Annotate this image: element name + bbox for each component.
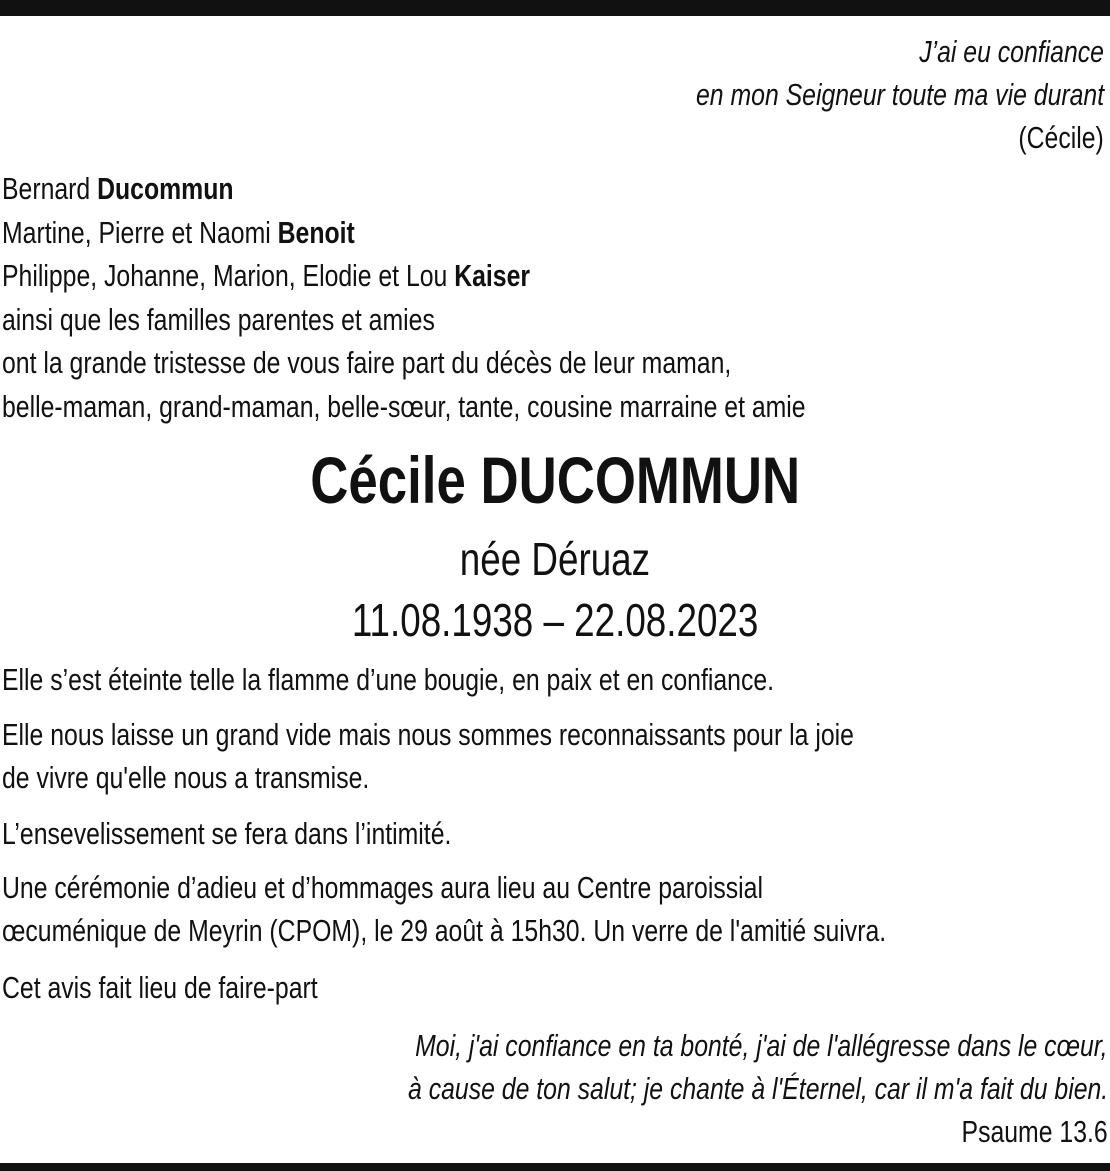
paragraph-passing-text: Elle s’est éteinte telle la flamme d’une bougie, en paix et en confiance. <box>2 662 775 697</box>
family-surname: Ducommun <box>97 171 234 206</box>
family-surname: Kaiser <box>454 258 531 293</box>
life-dates-block <box>0 590 1110 650</box>
family-given-names: Philippe, Johanne, Marion, Elodie et Lou <box>2 258 455 293</box>
psalm-quote <box>233 1024 1108 1153</box>
maiden-name: née Déruaz <box>459 533 651 585</box>
family-line-benoit <box>2 211 355 255</box>
epigraph-line-2: en mon Seigneur toute ma vie durant <box>695 77 1104 112</box>
paragraph-burial <box>2 812 564 855</box>
epigraph-attribution: (Cécile) <box>1018 120 1104 155</box>
psalm-line-1: Moi, j'ai confiance en ta bonté, j'ai de l'allégresse dans le cœur, <box>415 1028 1108 1063</box>
paragraph-notice <box>2 966 397 1009</box>
paragraph-notice-text: Cet avis fait lieu de faire-part <box>2 970 318 1005</box>
paragraph-passing <box>2 658 967 701</box>
paragraph-ceremony <box>2 866 1107 952</box>
deceased-name-block <box>0 440 1110 520</box>
psalm-reference: Psaume 13.6 <box>961 1114 1108 1149</box>
maiden-name-block <box>0 530 1110 588</box>
epigraph-quote <box>594 30 1104 159</box>
family-list <box>2 167 1007 428</box>
announcement-line-1: ainsi que les familles parentes et amies <box>2 301 435 337</box>
paragraph-gratitude <box>2 713 1067 799</box>
family-line-ducommun <box>2 167 234 211</box>
paragraph-gratitude-line-1: Elle nous laisse un grand vide mais nous sommes reconnaissants pour la joie <box>2 717 854 752</box>
paragraph-ceremony-line-2: œcuménique de Meyrin (CPOM), le 29 août à 15h30. Un verre de l'amitié suivra. <box>2 913 887 948</box>
psalm-line-2: à cause de ton salut; je chante à l'Éternel, car il m'a fait du bien. <box>407 1071 1108 1106</box>
family-given-names: Bernard <box>2 171 98 206</box>
family-given-names: Martine, Pierre et Naomi <box>2 214 278 250</box>
paragraph-burial-text: L’ensevelissement se fera dans l’intimité. <box>2 816 452 851</box>
paragraph-gratitude-line-2: de vivre qu'elle nous a transmise. <box>2 760 370 795</box>
deceased-name: Cécile DUCOMMUN <box>310 443 800 517</box>
announcement-line-3: belle-maman, grand-maman, belle-sœur, tante, cousine marraine et amie <box>2 388 806 424</box>
announcement-line-2: ont la grande tristesse de vous faire part du décès de leur maman, <box>2 345 732 380</box>
bottom-border-rule <box>0 1163 1110 1171</box>
life-dates: 11.08.1938 – 22.08.2023 <box>351 594 759 646</box>
top-border-rule <box>0 0 1110 16</box>
epigraph-line-1: J’ai eu confiance <box>919 34 1104 69</box>
family-line-kaiser <box>2 254 530 298</box>
paragraph-ceremony-line-1: Une cérémonie d’adieu et d’hommages aura lieu au Centre paroissial <box>2 870 763 905</box>
family-surname: Benoit <box>277 214 355 250</box>
